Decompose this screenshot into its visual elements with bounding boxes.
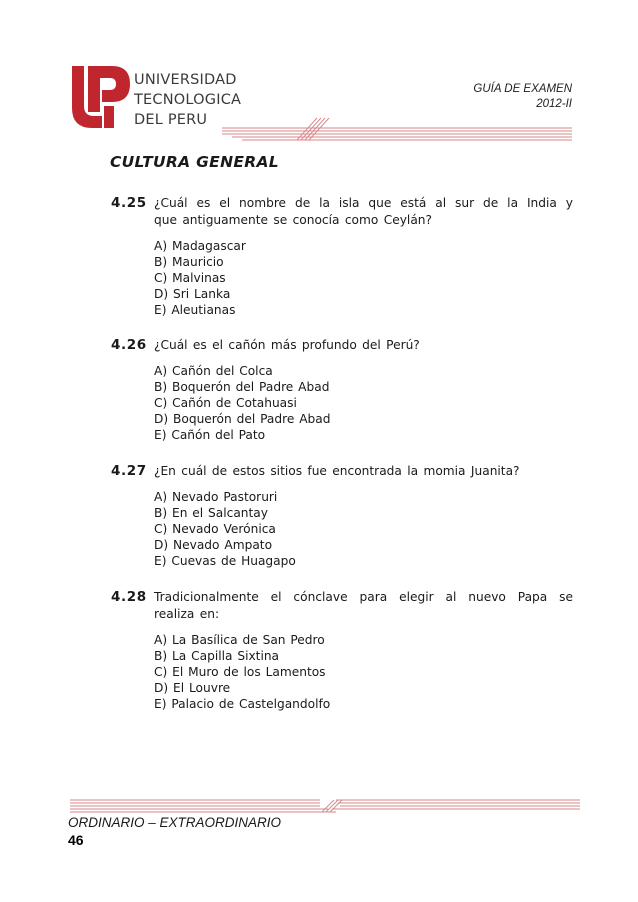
answer-options xyxy=(154,633,573,713)
header-divider xyxy=(72,114,572,144)
university-line-2: TECNOLOGICA xyxy=(134,92,242,108)
option-a: A) Madagascar xyxy=(154,239,246,253)
option-e: E) Aleutianas xyxy=(154,302,236,317)
guide-title: GUÍA DE EXAMEN xyxy=(473,83,572,95)
answer-options xyxy=(154,364,573,444)
question-text-line: realiza en: xyxy=(154,607,220,621)
question-text-line: que antiguamente se conocía como Ceylán? xyxy=(154,213,432,227)
university-line-1: UNIVERSIDAD xyxy=(134,72,237,88)
option-c: C) Malvinas xyxy=(154,270,226,285)
answer-options xyxy=(154,239,573,319)
question-text-line: Tradicionalmente el cónclave para elegir al nuevo Papa se xyxy=(154,590,573,604)
option-a: A) La Basílica de San Pedro xyxy=(154,633,325,647)
option-e: E) Palacio de Castelgandolfo xyxy=(154,696,331,711)
exam-type-label: ORDINARIO – EXTRAORDINARIO xyxy=(68,815,282,830)
option-d: D) Boquerón del Padre Abad xyxy=(154,411,331,426)
option-d: D) Nevado Ampato xyxy=(154,537,273,552)
option-a: A) Nevado Pastoruri xyxy=(154,490,278,504)
question-4-27 xyxy=(111,463,573,570)
page-number: 46 xyxy=(68,832,84,848)
exam-guide-header xyxy=(473,82,572,112)
question-text-line: ¿Cuál es el cañón más profundo del Perú? xyxy=(154,338,420,352)
question-text xyxy=(154,589,573,623)
question-text xyxy=(154,337,573,354)
option-a: A) Cañón del Colca xyxy=(154,364,273,378)
option-b: B) Mauricio xyxy=(154,254,224,269)
option-d: D) Sri Lanka xyxy=(154,286,231,301)
question-number: 4.27 xyxy=(111,463,147,479)
option-c: C) Cañón de Cotahuasi xyxy=(154,395,297,410)
question-number: 4.26 xyxy=(111,337,147,353)
option-b: B) Boquerón del Padre Abad xyxy=(154,379,330,394)
option-b: B) En el Salcantay xyxy=(154,505,268,520)
question-number: 4.28 xyxy=(111,589,147,605)
question-4-25 xyxy=(111,195,573,319)
university-line-3: DEL PERU xyxy=(134,112,208,128)
question-text-line: ¿Cuál es el nombre de la isla que está al sur de la India y xyxy=(154,196,573,210)
question-text xyxy=(154,463,573,480)
option-e: E) Cuevas de Huagapo xyxy=(154,553,296,568)
option-c: C) El Muro de los Lamentos xyxy=(154,664,326,679)
option-e: E) Cañón del Pato xyxy=(154,427,266,442)
option-d: D) El Louvre xyxy=(154,680,231,695)
question-text-line: ¿En cuál de estos sitios fue encontrada la momia Juanita? xyxy=(154,464,520,478)
question-text xyxy=(154,195,573,229)
question-4-26 xyxy=(111,337,573,444)
option-c: C) Nevado Verónica xyxy=(154,521,276,536)
section-title: CULTURA GENERAL xyxy=(110,153,279,171)
question-4-28 xyxy=(111,589,573,713)
question-number: 4.25 xyxy=(111,195,147,211)
answer-options xyxy=(154,490,573,570)
option-b: B) La Capilla Sixtina xyxy=(154,648,280,663)
term-label: 2012-II xyxy=(536,98,572,110)
